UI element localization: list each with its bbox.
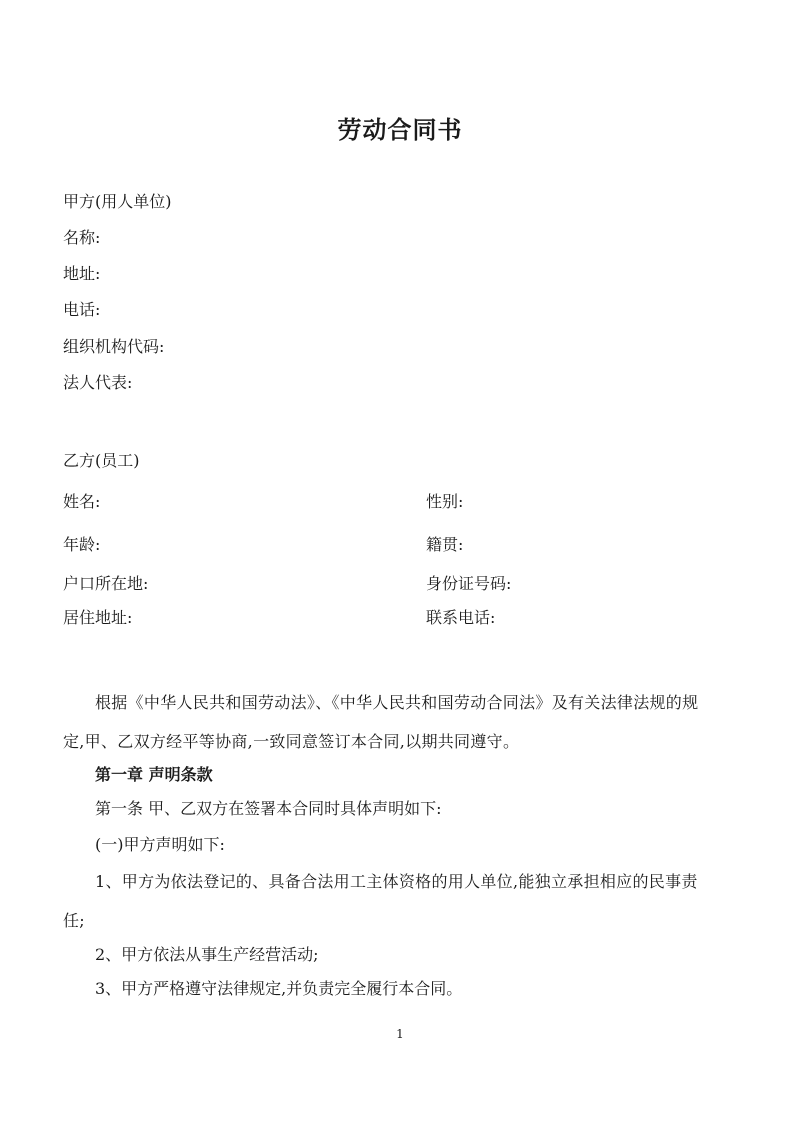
- section-1-heading: (一)甲方声明如下:: [95, 835, 225, 854]
- party-a-heading: 甲方(用人单位): [63, 192, 172, 211]
- page-number: 1: [396, 1027, 404, 1041]
- party-a-phone-field: 电话:: [63, 300, 101, 319]
- party-a-address-field: 地址:: [63, 264, 101, 283]
- statement-item-3: 3、甲方严格遵守法律规定,并负责完全履行本合同。: [95, 979, 463, 998]
- chapter-1-title: 第一章 声明条款: [95, 765, 213, 784]
- party-a-legal-rep-field: 法人代表:: [63, 373, 133, 392]
- article-1: 第一条 甲、乙双方在签署本合同时具体声明如下:: [95, 799, 442, 818]
- party-b-household-field: 户口所在地:: [63, 574, 149, 593]
- party-b-contact-phone-field: 联系电话:: [426, 608, 496, 627]
- party-a-org-code-field: 组织机构代码:: [63, 337, 165, 356]
- party-b-heading: 乙方(员工): [63, 451, 140, 470]
- party-b-age-field: 年龄:: [63, 535, 101, 554]
- chapter-1-heading: [95, 765, 213, 785]
- document-title: 劳动合同书: [337, 115, 463, 144]
- statement-item-2: 2、甲方依法从事生产经营活动;: [95, 945, 319, 964]
- party-b-gender-field: 性别:: [426, 492, 464, 511]
- party-b-name-field: 姓名:: [63, 492, 101, 511]
- party-b-residence-field: 居住地址:: [63, 608, 133, 627]
- party-b-hometown-field: 籍贯:: [426, 535, 464, 554]
- party-a-name-field: 名称:: [63, 228, 101, 247]
- statement-item-1: 1、甲方为依法登记的、具备合法用工主体资格的用人单位,能独立承担相应的民事责任;: [63, 872, 698, 930]
- party-b-id-number-field: 身份证号码:: [426, 574, 512, 593]
- intro-paragraph: 根据《中华人民共和国劳动法》、《中华人民共和国劳动合同法》及有关法律法规的规定,甲、乙双方经平等协商,一致同意签订本合同,以期共同遵守。: [63, 693, 699, 751]
